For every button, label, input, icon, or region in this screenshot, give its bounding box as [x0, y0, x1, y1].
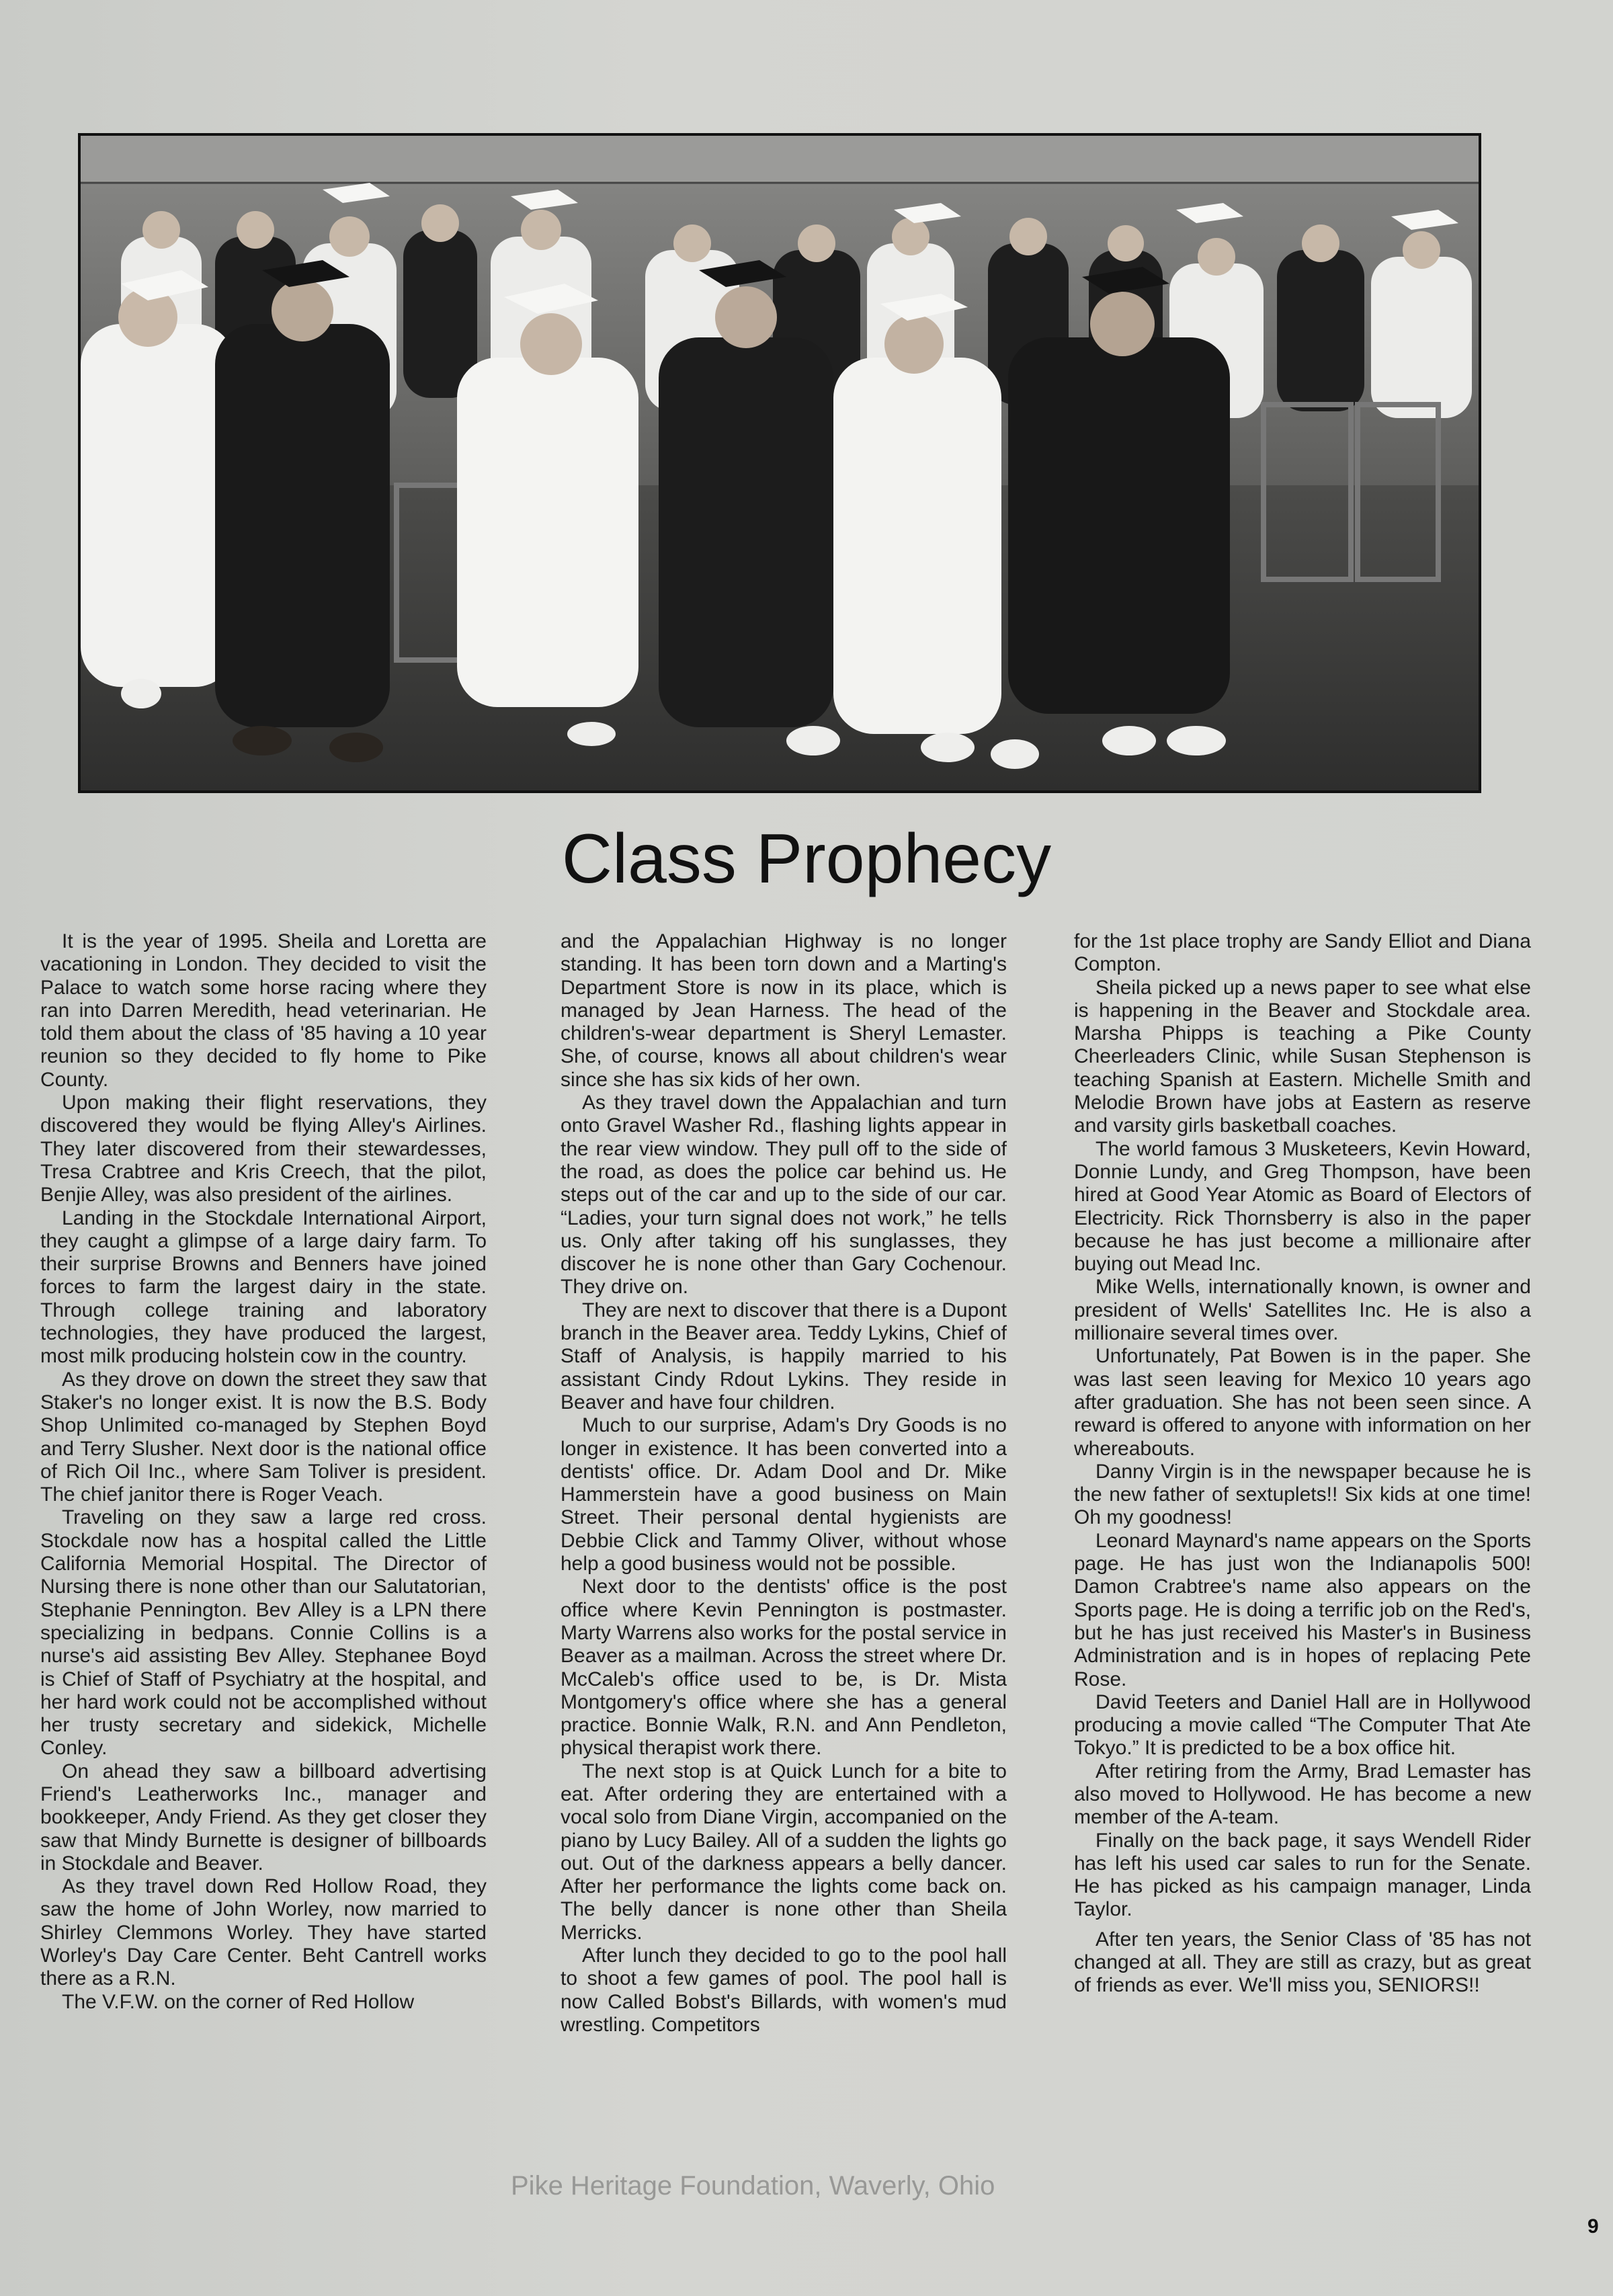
paragraph: After retiring from the Army, Brad Lemaster has also moved to Hollywood. He has become a new member of the A-team. [1074, 1760, 1531, 1829]
class-photo-illustration [81, 136, 1479, 790]
paragraph: Traveling on they saw a large red cross. Stockdale now has a hospital called the Little California Memorial Hospital. The Director of Nursing there is none other than our Salutatorian, Stephanie Pennington. Bev Alley is a LPN there specializing in bedpans. Connie Collins is a nurse's aid assisting Bev Alley. Stephanee Boyd is Chief of Staff of Psychiatry at the hospital, and her hard work could not be accomplished without her trusty secretary and sidekick, Michelle Conley. [40, 1506, 487, 1760]
paragraph: Danny Virgin is in the newspaper because he is the new father of sextuplets!! Six kids at one time! Oh my goodness! [1074, 1460, 1531, 1529]
paragraph: The world famous 3 Musketeers, Kevin Howard, Donnie Lundy, and Greg Thompson, have been hired at Good Year Atomic as Board of Electors of Electricity. Rick Thornsberry is also in the paper because he has just become a millionaire after buying out Mead Inc. [1074, 1137, 1531, 1276]
page-number: 9 [1587, 2215, 1599, 2238]
paragraph: Sheila picked up a news paper to see what else is happening in the Beaver and Stockdale area. Marsha Phipps is teaching a Pike County Cheerleaders Clinic, while Susan Stephenson is teaching Spanish at Eastern. Michelle Smith and Melodie Brown have jobs at Eastern as reserve and varsity girls basketball coaches. [1074, 976, 1531, 1137]
paragraph: Unfortunately, Pat Bowen is in the paper. She was last seen leaving for Mexico 10 years ago after graduation. She has not been seen since. A reward is offered to anyone with information on her whereabouts. [1074, 1345, 1531, 1460]
paragraph: Next door to the dentists' office is the post office where Kevin Pennington is postmaster. Marty Warrens also works for the postal service in Beaver as a mailman. Across the street where Dr. McCaleb's office used to be, is Dr. Mista Montgomery's office where she has a general practice. Bonnie Walk, R.N. and Ann Pendleton, physical therapist work there. [561, 1575, 1007, 1760]
paragraph: Leonard Maynard's name appears on the Sports page. He has just won the Indianapolis 500! Damon Crabtree's name also appears on the Sports page. He is doing a terrific job on the Red's, but he has just received his Master's in Business Administration and is in hopes of replacing Pete Rose. [1074, 1529, 1531, 1690]
paragraph: After ten years, the Senior Class of '85 has not changed at all. They are still as crazy, but as great of friends as ever. We'll miss you, SENIORS!! [1074, 1928, 1531, 1997]
text-column-1 [40, 930, 487, 2014]
paragraph: and the Appalachian Highway is no longer standing. It has been torn down and a Marting's Department Store is now in its place, which is managed by Jean Harness. The head of the children's-wear department is Sheryl Lemaster. She, of course, knows all about children's wear since she has six kids of her own. [561, 930, 1007, 1091]
paragraph: As they drove on down the street they saw that Staker's no longer exist. It is now the B.S. Body Shop Unlimited co-managed by Stephen Boyd and Terry Slusher. Next door is the national office of Rich Oil Inc., where Sam Toliver is president. The chief janitor there is Roger Veach. [40, 1368, 487, 1506]
paragraph: They are next to discover that there is a Dupont branch in the Beaver area. Teddy Lykins, Chief of Staff of Analysis, is happily married to his assistant Cindy Rdout Lykins. They reside in Beaver and have four children. [561, 1299, 1007, 1413]
text-column-3 [1074, 930, 1531, 1998]
paragraph: David Teeters and Daniel Hall are in Hollywood producing a movie called “The Computer That Ate Tokyo.” It is predicted to be a box office hit. [1074, 1690, 1531, 1760]
text-column-2 [561, 930, 1007, 2037]
paragraph: Landing in the Stockdale International Airport, they caught a glimpse of a large dairy farm. To their surprise Browns and Benners have joined forces to farm the largest dairy in the state. Through college training and laboratory technologies, they have produced the largest, most milk producing holstein cow in the country. [40, 1206, 487, 1368]
paragraph: The next stop is at Quick Lunch for a bite to eat. After ordering they are entertained with a vocal solo from Diane Virgin, accompanied on the piano by Lucy Bailey. All of a sudden the lights go out. Out of the darkness appears a belly dancer. After her performance the lights come back on. The belly dancer is none other than Sheila Merricks. [561, 1760, 1007, 1944]
paragraph: Finally on the back page, it says Wendell Rider has left his used car sales to run for the Senate. He has picked as his campaign manager, Linda Taylor. [1074, 1829, 1531, 1921]
paragraph: After lunch they decided to go to the pool hall to shoot a few games of pool. The pool hall is now Called Bobst's Billards, with women's mud wrestling. Competitors [561, 1944, 1007, 2036]
paragraph: It is the year of 1995. Sheila and Loretta are vacationing in London. They decided to visit the Palace to watch some horse racing where they ran into Darren Meredith, head veterinarian. He told them about the class of '85 having a 10 year reunion so they decided to fly home to Pike County. [40, 930, 487, 1091]
paragraph: The V.F.W. on the corner of Red Hollow [62, 1990, 415, 2013]
paragraph: As they travel down Red Hollow Road, they saw the home of John Worley, now married to Shirley Clemmons Worley. They have started Worley's Day Care Center. Beht Cantrell works there as a R.N. [40, 1875, 487, 1990]
paragraph: Much to our surprise, Adam's Dry Goods is no longer in existence. It has been converted into a dentists' office. Dr. Adam Dool and Dr. Mike Hammerstein have a good business on Main Street. Their personal dental hygienists are Debbie Click and Tammy Oliver, without whose help a good business would not be possible. [561, 1414, 1007, 1575]
paragraph: On ahead they saw a billboard advertising Friend's Leatherworks Inc., manager and bookkeeper, Andy Friend. As they get closer they saw that Mindy Burnette is designer of billboards in Stockdale and Beaver. [40, 1760, 487, 1875]
paragraph: Upon making their flight reservations, they discovered they would be flying Alley's Airlines. They later discovered from their stewardesses, Tresa Crabtree and Kris Creech, that the pilot, Benjie Alley, was also president of the airlines. [40, 1092, 487, 1206]
paragraph: Mike Wells, internationally known, is owner and president of Wells' Satellites Inc. He is also a millionaire several times over. [1074, 1276, 1531, 1345]
watermark: Pike Heritage Foundation, Waverly, Ohio [511, 2171, 995, 2201]
paragraph: for the 1st place trophy are Sandy Elliot and Diana Compton. [1074, 930, 1531, 976]
class-photo [78, 133, 1481, 793]
paragraph: As they travel down the Appalachian and turn onto Gravel Washer Rd., flashing lights appear in the rear view window. They pull off to the side of the road, as does the police car behind us. He steps out of the car and up to the side of our car. “Ladies, your turn signal does not work,” he tells us. Only after taking off his sunglasses, they discover he is none other than Gary Cochenour. They drive on. [561, 1092, 1007, 1299]
page-title: Class Prophecy [561, 820, 1052, 898]
